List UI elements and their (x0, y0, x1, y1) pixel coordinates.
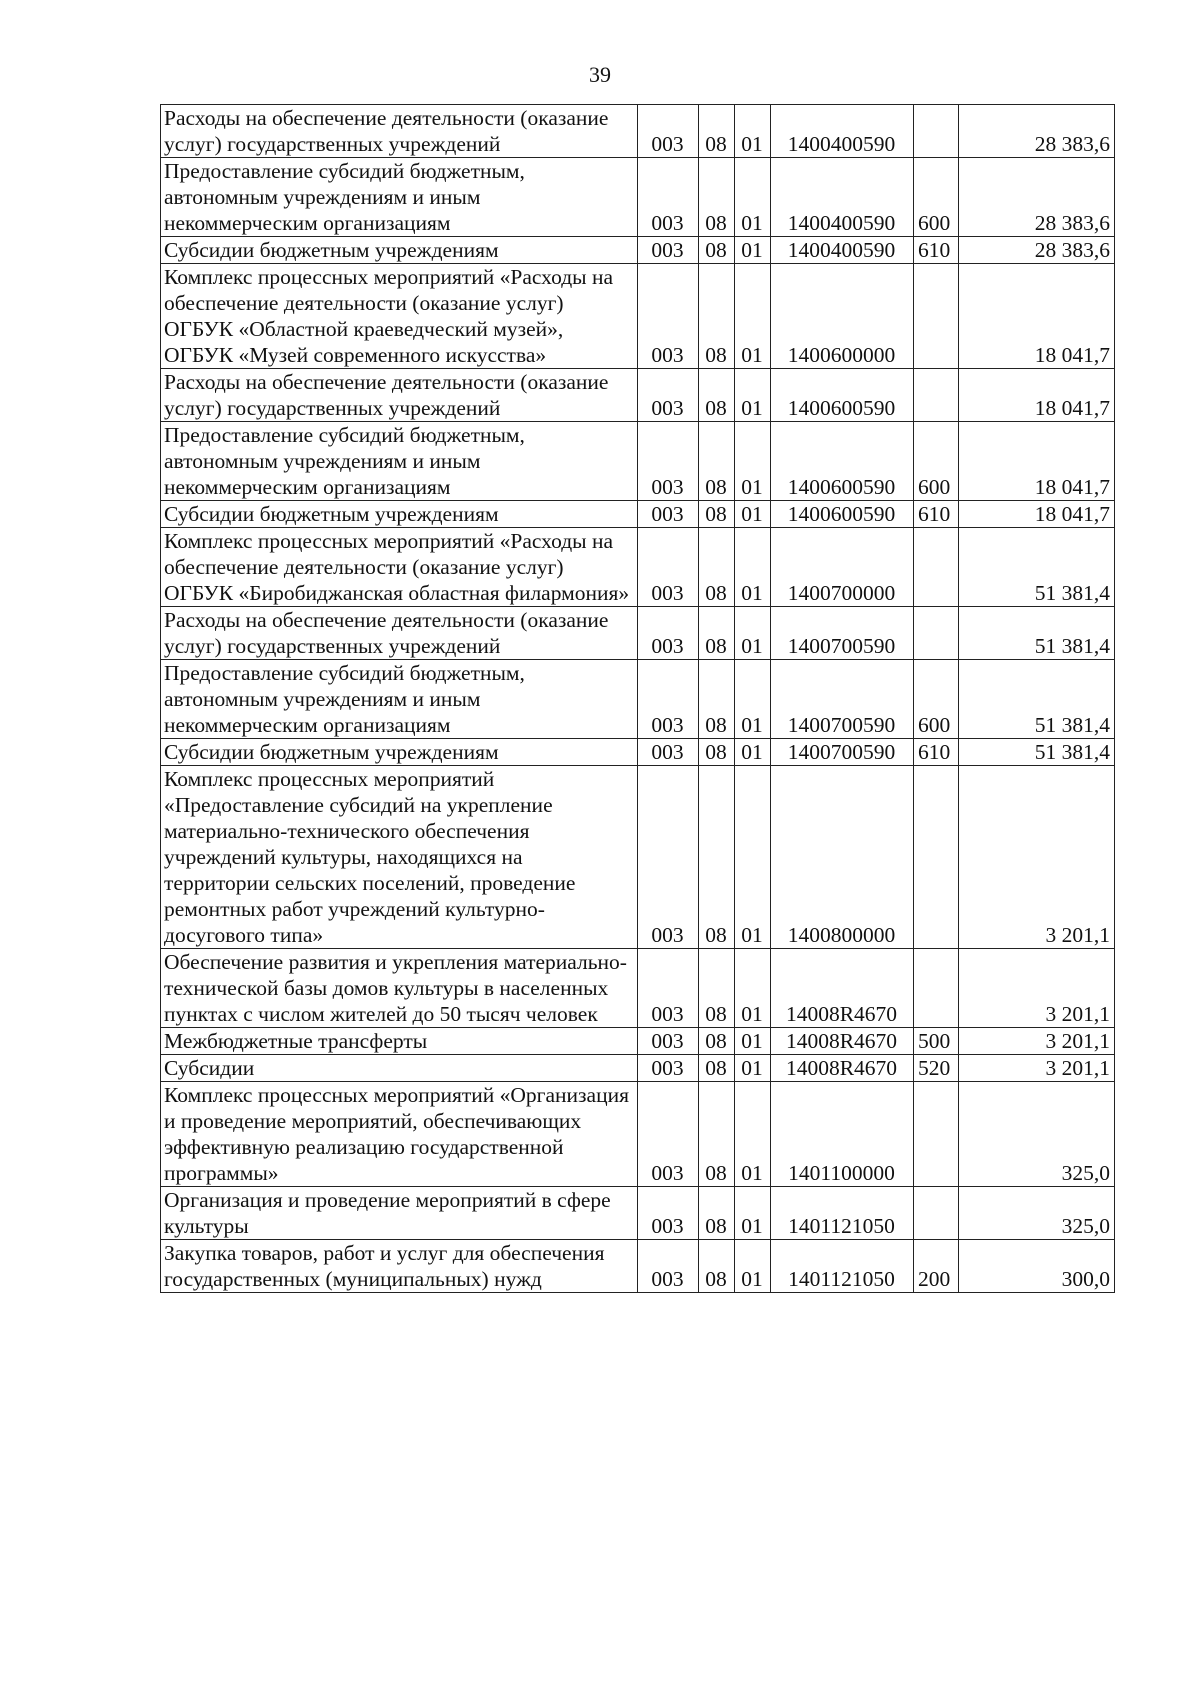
section-code-cell: 08 (699, 1028, 735, 1055)
table-row (161, 607, 1115, 660)
target-article-cell: 14008R4670 (771, 1055, 914, 1082)
target-article-cell: 1400600590 (771, 422, 914, 501)
section-code-cell: 08 (699, 739, 735, 766)
expense-name-cell: Предоставление субсидий бюджетным, автономным учреждениям и иным некоммерческим организациям (161, 158, 638, 237)
expense-type-cell (914, 766, 959, 949)
expense-type-cell: 600 (914, 158, 959, 237)
table-row (161, 739, 1115, 766)
expense-type-cell (914, 1082, 959, 1187)
subsection-code-cell: 01 (735, 1187, 771, 1240)
section-code-cell: 08 (699, 1187, 735, 1240)
expense-name-cell: Предоставление субсидий бюджетным, автономным учреждениям и иным некоммерческим организациям (161, 422, 638, 501)
target-article-cell: 1400600000 (771, 264, 914, 369)
subsection-code-cell: 01 (735, 1082, 771, 1187)
target-article-cell: 1400400590 (771, 105, 914, 158)
expense-type-cell: 200 (914, 1240, 959, 1293)
expense-name-cell: Расходы на обеспечение деятельности (оказание услуг) государственных учреждений (161, 369, 638, 422)
expense-name-cell: Комплекс процессных мероприятий «Расходы на обеспечение деятельности (оказание услуг) ОГБУК «Биробиджанская областная филармония» (161, 528, 638, 607)
expense-name-cell: Закупка товаров, работ и услуг для обеспечения государственных (муниципальных) нужд (161, 1240, 638, 1293)
section-code-cell: 08 (699, 1082, 735, 1187)
table-row (161, 949, 1115, 1028)
target-article-cell: 1400400590 (771, 158, 914, 237)
expense-name-cell: Обеспечение развития и укрепления материально-технической базы домов культуры в населенных пунктах с числом жителей до 50 тысяч человек (161, 949, 638, 1028)
section-code-cell: 08 (699, 369, 735, 422)
amount-cell: 3 201,1 (959, 949, 1115, 1028)
expense-type-cell (914, 105, 959, 158)
amount-cell: 3 201,1 (959, 1028, 1115, 1055)
table-row (161, 660, 1115, 739)
section-code-cell: 08 (699, 1055, 735, 1082)
table-row (161, 105, 1115, 158)
table-row (161, 1082, 1115, 1187)
section-code-cell: 08 (699, 501, 735, 528)
section-code-cell: 08 (699, 237, 735, 264)
target-article-cell: 1400700590 (771, 739, 914, 766)
grbs-code-cell: 003 (638, 105, 699, 158)
expense-type-cell (914, 1187, 959, 1240)
grbs-code-cell: 003 (638, 1055, 699, 1082)
table-row (161, 1187, 1115, 1240)
subsection-code-cell: 01 (735, 766, 771, 949)
table-row (161, 1240, 1115, 1293)
grbs-code-cell: 003 (638, 237, 699, 264)
target-article-cell: 1400600590 (771, 501, 914, 528)
budget-table (160, 104, 1115, 1293)
section-code-cell: 08 (699, 660, 735, 739)
grbs-code-cell: 003 (638, 1028, 699, 1055)
amount-cell: 3 201,1 (959, 1055, 1115, 1082)
subsection-code-cell: 01 (735, 739, 771, 766)
table-row (161, 501, 1115, 528)
target-article-cell: 1400600590 (771, 369, 914, 422)
amount-cell: 18 041,7 (959, 501, 1115, 528)
target-article-cell: 14008R4670 (771, 1028, 914, 1055)
expense-type-cell: 500 (914, 1028, 959, 1055)
grbs-code-cell: 003 (638, 660, 699, 739)
grbs-code-cell: 003 (638, 528, 699, 607)
table-row (161, 766, 1115, 949)
expense-type-cell: 600 (914, 660, 959, 739)
expense-type-cell (914, 369, 959, 422)
target-article-cell: 1400700590 (771, 660, 914, 739)
subsection-code-cell: 01 (735, 369, 771, 422)
target-article-cell: 14008R4670 (771, 949, 914, 1028)
table-row (161, 369, 1115, 422)
amount-cell: 51 381,4 (959, 528, 1115, 607)
expense-name-cell: Субсидии бюджетным учреждениям (161, 739, 638, 766)
section-code-cell: 08 (699, 422, 735, 501)
section-code-cell: 08 (699, 105, 735, 158)
subsection-code-cell: 01 (735, 949, 771, 1028)
amount-cell: 3 201,1 (959, 766, 1115, 949)
target-article-cell: 1400700590 (771, 607, 914, 660)
expense-type-cell (914, 528, 959, 607)
section-code-cell: 08 (699, 158, 735, 237)
section-code-cell: 08 (699, 766, 735, 949)
subsection-code-cell: 01 (735, 660, 771, 739)
amount-cell: 51 381,4 (959, 607, 1115, 660)
expense-type-cell: 610 (914, 501, 959, 528)
table-row (161, 237, 1115, 264)
grbs-code-cell: 003 (638, 264, 699, 369)
target-article-cell: 1401121050 (771, 1240, 914, 1293)
expense-type-cell: 600 (914, 422, 959, 501)
subsection-code-cell: 01 (735, 1240, 771, 1293)
amount-cell: 18 041,7 (959, 422, 1115, 501)
expense-name-cell: Организация и проведение мероприятий в сфере культуры (161, 1187, 638, 1240)
grbs-code-cell: 003 (638, 1187, 699, 1240)
section-code-cell: 08 (699, 607, 735, 660)
amount-cell: 18 041,7 (959, 264, 1115, 369)
expense-name-cell: Субсидии бюджетным учреждениям (161, 501, 638, 528)
grbs-code-cell: 003 (638, 739, 699, 766)
subsection-code-cell: 01 (735, 1028, 771, 1055)
subsection-code-cell: 01 (735, 607, 771, 660)
expense-name-cell: Комплекс процессных мероприятий «Организация и проведение мероприятий, обеспечивающих эффективную реализацию государственной программы» (161, 1082, 638, 1187)
subsection-code-cell: 01 (735, 158, 771, 237)
expense-type-cell (914, 264, 959, 369)
subsection-code-cell: 01 (735, 528, 771, 607)
grbs-code-cell: 003 (638, 422, 699, 501)
section-code-cell: 08 (699, 949, 735, 1028)
expense-type-cell: 520 (914, 1055, 959, 1082)
table-row (161, 1055, 1115, 1082)
expense-name-cell: Межбюджетные трансферты (161, 1028, 638, 1055)
table-row (161, 158, 1115, 237)
grbs-code-cell: 003 (638, 1082, 699, 1187)
grbs-code-cell: 003 (638, 607, 699, 660)
amount-cell: 51 381,4 (959, 739, 1115, 766)
amount-cell: 325,0 (959, 1187, 1115, 1240)
expense-name-cell: Предоставление субсидий бюджетным, автономным учреждениям и иным некоммерческим организациям (161, 660, 638, 739)
amount-cell: 325,0 (959, 1082, 1115, 1187)
amount-cell: 18 041,7 (959, 369, 1115, 422)
amount-cell: 300,0 (959, 1240, 1115, 1293)
expense-type-cell (914, 607, 959, 660)
page-number: 39 (589, 62, 611, 87)
grbs-code-cell: 003 (638, 369, 699, 422)
expense-name-cell: Субсидии бюджетным учреждениям (161, 237, 638, 264)
target-article-cell: 1400700000 (771, 528, 914, 607)
grbs-code-cell: 003 (638, 766, 699, 949)
expense-name-cell: Комплекс процессных мероприятий «Расходы на обеспечение деятельности (оказание услуг) ОГБУК «Областной краеведческий музей», ОГБУК «Музей современного искусства» (161, 264, 638, 369)
section-code-cell: 08 (699, 528, 735, 607)
target-article-cell: 1401100000 (771, 1082, 914, 1187)
grbs-code-cell: 003 (638, 501, 699, 528)
section-code-cell: 08 (699, 1240, 735, 1293)
grbs-code-cell: 003 (638, 949, 699, 1028)
table-row (161, 264, 1115, 369)
amount-cell: 28 383,6 (959, 105, 1115, 158)
expense-type-cell: 610 (914, 739, 959, 766)
expense-name-cell: Комплекс процессных мероприятий «Предоставление субсидий на укрепление материально-технического обеспечения учреждений культуры, находящихся на территории сельских поселений, проведение ремонтных работ учреждений культурно-досугового типа» (161, 766, 638, 949)
expense-type-cell (914, 949, 959, 1028)
amount-cell: 28 383,6 (959, 158, 1115, 237)
subsection-code-cell: 01 (735, 237, 771, 264)
amount-cell: 51 381,4 (959, 660, 1115, 739)
table-row (161, 1028, 1115, 1055)
expense-name-cell: Субсидии (161, 1055, 638, 1082)
target-article-cell: 1401121050 (771, 1187, 914, 1240)
budget-table-body (161, 105, 1115, 1293)
target-article-cell: 1400400590 (771, 237, 914, 264)
grbs-code-cell: 003 (638, 1240, 699, 1293)
subsection-code-cell: 01 (735, 105, 771, 158)
amount-cell: 28 383,6 (959, 237, 1115, 264)
subsection-code-cell: 01 (735, 501, 771, 528)
table-row (161, 528, 1115, 607)
target-article-cell: 1400800000 (771, 766, 914, 949)
expense-name-cell: Расходы на обеспечение деятельности (оказание услуг) государственных учреждений (161, 607, 638, 660)
subsection-code-cell: 01 (735, 422, 771, 501)
table-row (161, 422, 1115, 501)
subsection-code-cell: 01 (735, 1055, 771, 1082)
subsection-code-cell: 01 (735, 264, 771, 369)
grbs-code-cell: 003 (638, 158, 699, 237)
section-code-cell: 08 (699, 264, 735, 369)
expense-type-cell: 610 (914, 237, 959, 264)
expense-name-cell: Расходы на обеспечение деятельности (оказание услуг) государственных учреждений (161, 105, 638, 158)
